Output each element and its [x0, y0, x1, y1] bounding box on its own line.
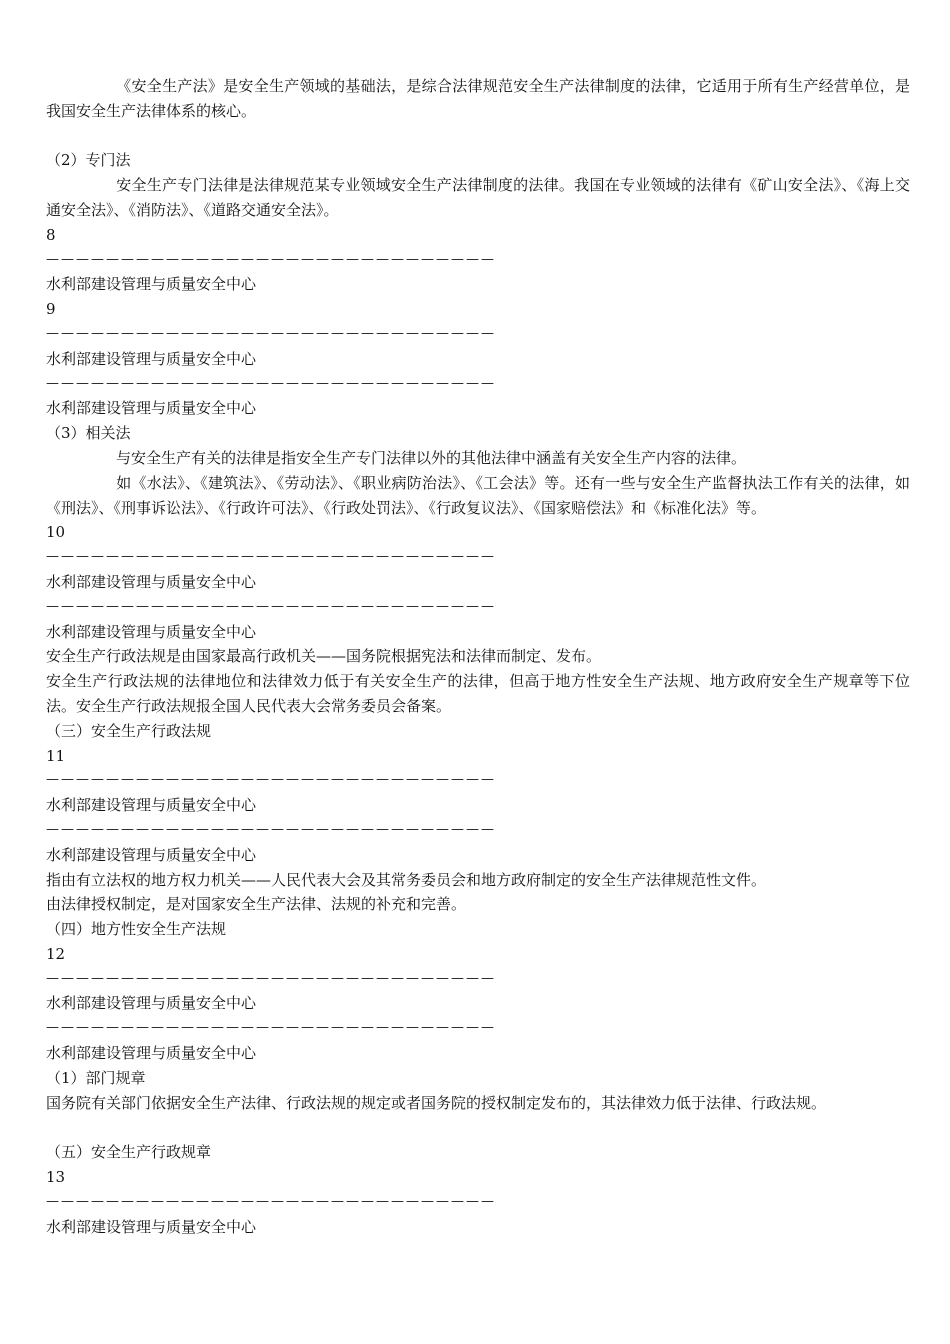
heading-department-rules: （1）部门规章 [46, 1068, 146, 1087]
heading-related-law: （3）相关法 [46, 424, 131, 443]
paragraph-special-law: 安全生产专门法律是法律规范某专业领域安全生产法律制度的法律。我国在专业领域的法律有《矿山安全法》、《海上交通安全法》、《消防法》、《道路交通安全法》。 [46, 176, 910, 219]
footer-org: 水利部建设管理与质量安全中心 [46, 275, 257, 294]
document-body [0, 74, 950, 1239]
paragraph-department-rules: 国务院有关部门依据安全生产法律、行政法规的规定或者国务院的授权制定发布的，其法律效力低于法律、行政法规。 [46, 1093, 827, 1112]
page-number: 8 [46, 225, 56, 244]
page-number: 9 [46, 300, 56, 319]
paragraph-related-law-examples: 如《水法》、《建筑法》、《劳动法》、《职业病防治法》、《工会法》等。还有一些与安全生产监督执法工作有关的法律，如《刑法》、《刑事诉讼法》、《行政许可法》、《行政处罚法》、《行政复议法》、《国家赔偿法》和《标准化法》等。 [46, 473, 910, 517]
footer-org: 水利部建设管理与质量安全中心 [46, 622, 257, 641]
footer-org: 水利部建设管理与质量安全中心 [46, 399, 257, 418]
footer-org: 水利部建设管理与质量安全中心 [46, 349, 257, 368]
heading-admin-regulation: （三）安全生产行政法规 [46, 721, 212, 740]
paragraph-admin-regulation-status: 安全生产行政法规的法律地位和法律效力低于有关安全生产的法律，但高于地方性安全生产法规、地方政府安全生产规章等下位法。安全生产行政法规报全国人民代表大会常务委员会备案。 [46, 672, 910, 715]
page-number: 10 [46, 523, 66, 542]
paragraph-safety-law: 《安全生产法》是安全生产领域的基础法，是综合法律规范安全生产法律制度的法律，它适用于所有生产经营单位，是我国安全生产法律体系的核心。 [46, 77, 910, 120]
footer-org: 水利部建设管理与质量安全中心 [46, 1044, 257, 1063]
paragraph-local-regulation: 指由有立法权的地方权力机关——人民代表大会及其常务委员会和地方政府制定的安全生产法律规范性文件。 [46, 870, 767, 889]
separator-line: —————————————————————————————— [46, 821, 496, 837]
separator-line: —————————————————————————————— [46, 1193, 496, 1209]
blank-line [0, 1115, 950, 1140]
footer-org: 水利部建设管理与质量安全中心 [46, 994, 257, 1013]
heading-local-regulation: （四）地方性安全生产法规 [46, 920, 227, 939]
page-number: 11 [46, 746, 66, 765]
footer-org: 水利部建设管理与质量安全中心 [46, 796, 257, 815]
paragraph-admin-regulation: 安全生产行政法规是由国家最高行政机关——国务院根据宪法和法律而制定、发布。 [46, 647, 602, 666]
heading-admin-rules: （五）安全生产行政规章 [46, 1143, 212, 1162]
paragraph-local-regulation-basis: 由法律授权制定，是对国家安全生产法律、法规的补充和完善。 [46, 895, 467, 914]
separator-line: —————————————————————————————— [46, 970, 496, 986]
page-number: 12 [46, 944, 66, 963]
separator-line: —————————————————————————————— [46, 325, 496, 341]
separator-line: —————————————————————————————— [46, 1020, 496, 1036]
heading-special-law: （2）专门法 [46, 151, 131, 170]
footer-org: 水利部建设管理与质量安全中心 [46, 845, 257, 864]
page-number: 13 [46, 1168, 66, 1187]
separator-line: —————————————————————————————— [46, 251, 496, 267]
separator-line: —————————————————————————————— [46, 549, 496, 565]
footer-org: 水利部建设管理与质量安全中心 [46, 1217, 257, 1236]
separator-line: —————————————————————————————— [46, 375, 496, 391]
footer-org: 水利部建设管理与质量安全中心 [46, 572, 257, 591]
separator-line: —————————————————————————————— [46, 598, 496, 614]
separator-line: —————————————————————————————— [46, 772, 496, 788]
blank-line [0, 124, 950, 149]
paragraph-related-law: 与安全生产有关的法律是指安全生产专门法律以外的其他法律中涵盖有关安全生产内容的法律。 [116, 448, 747, 467]
